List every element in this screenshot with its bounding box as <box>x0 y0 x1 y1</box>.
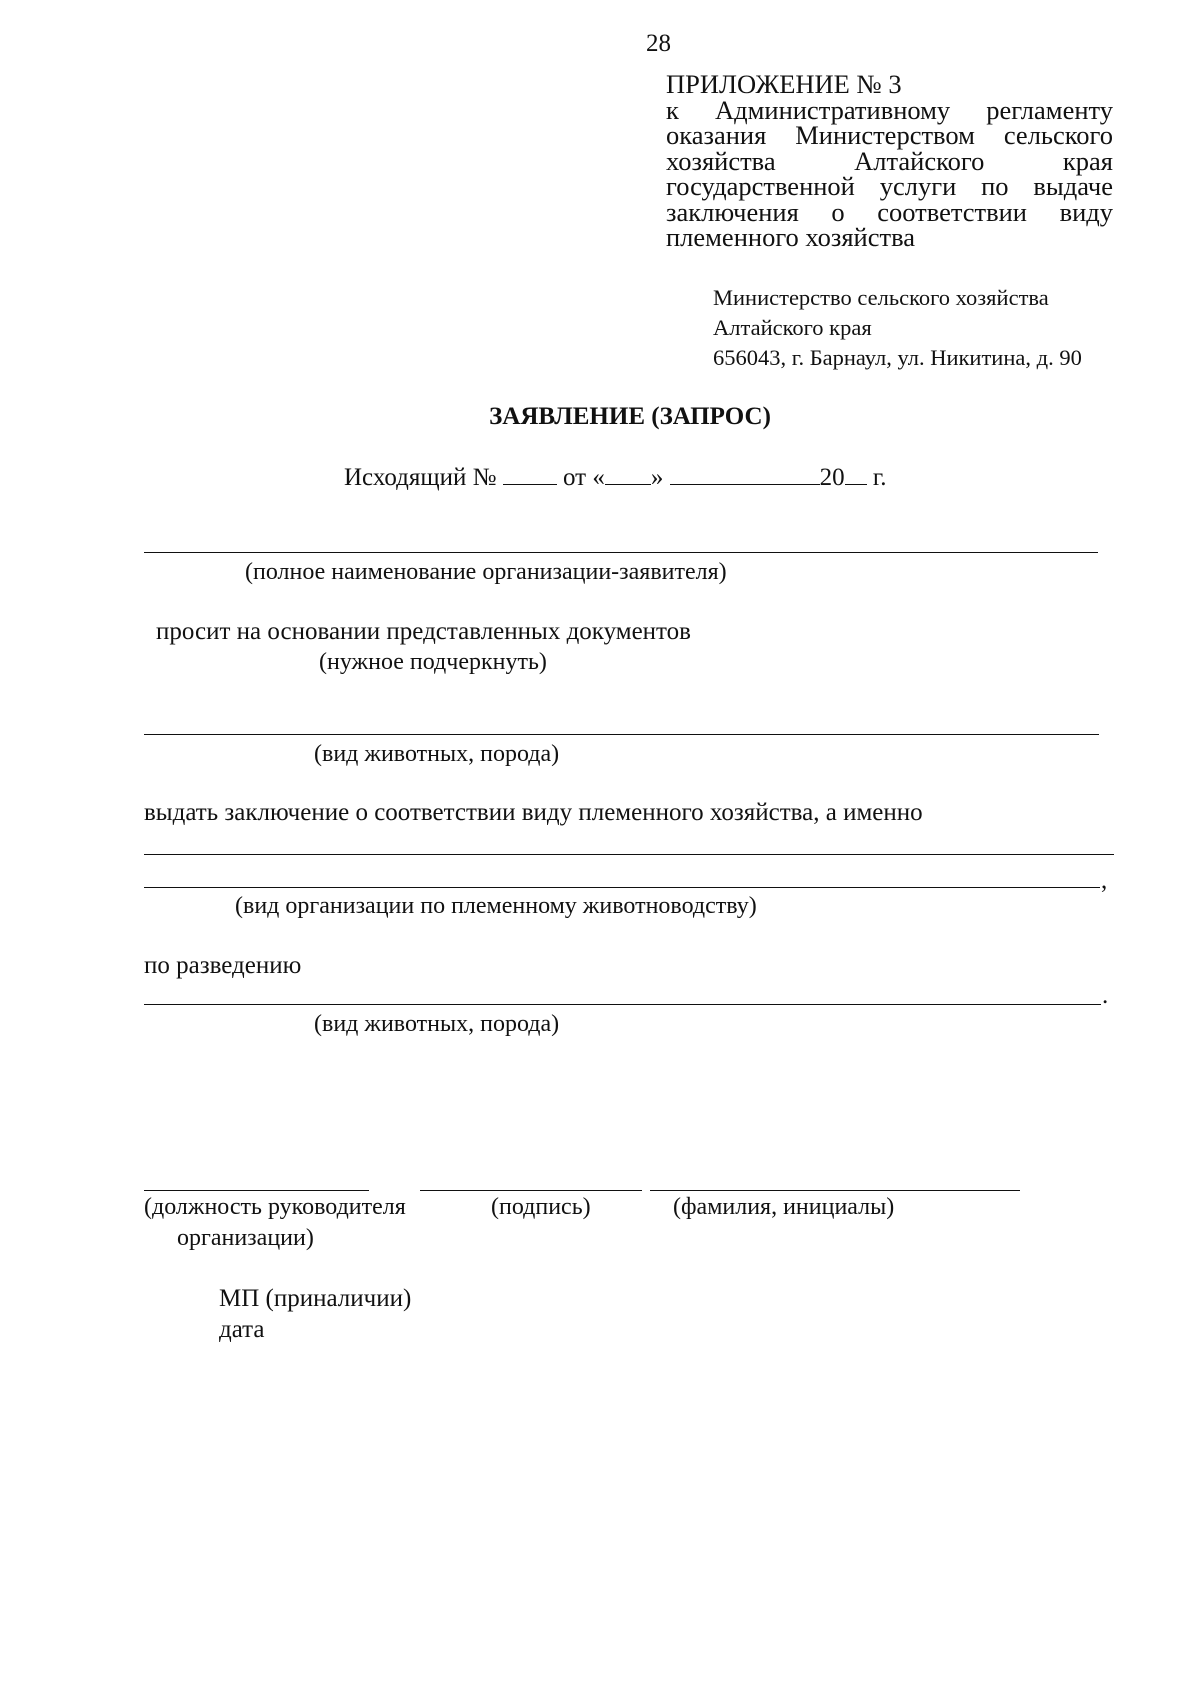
outgoing-number-field[interactable] <box>503 462 557 485</box>
appendix-line: оказания Министерством сельского <box>666 120 1113 150</box>
outgoing-label: Исходящий № <box>344 464 497 491</box>
name-initials-field[interactable] <box>650 1190 1020 1191</box>
issue-text: выдать заключение о соответствии виду племенного хозяйства, а именно <box>144 799 923 826</box>
outgoing-day-field[interactable] <box>605 462 651 485</box>
document-title: ЗАЯВЛЕНИЕ (ЗАПРОС) <box>489 403 771 430</box>
animal-breed-field-1[interactable] <box>144 734 1099 735</box>
org-type-field-2[interactable] <box>144 887 1100 888</box>
appendix-line: государственной услуги по выдаче <box>666 171 1113 201</box>
addressee-line: 656043, г. Барнаул, ул. Никитина, д. 90 <box>713 345 1082 370</box>
outgoing-year-field[interactable] <box>845 462 867 485</box>
appendix-title: ПРИЛОЖЕНИЕ № 3 <box>666 69 902 99</box>
addressee-block <box>713 283 1082 373</box>
comma-mark: , <box>1101 867 1108 894</box>
org-type-caption: (вид организации по племенному животноводству) <box>235 893 757 919</box>
position-signature-field[interactable] <box>144 1190 369 1191</box>
name-caption: (фамилия, инициалы) <box>673 1194 895 1220</box>
addressee-line: Министерство сельского хозяйства <box>713 285 1049 310</box>
appendix-line: заключения о соответствии виду <box>666 196 1113 227</box>
appendix-line: хозяйства Алтайского края <box>666 145 1113 176</box>
applicant-name-field[interactable] <box>144 552 1098 553</box>
animal-caption-2: (вид животных, порода) <box>314 1011 560 1037</box>
outgoing-number-line <box>344 462 887 492</box>
underline-note: (нужное подчеркнуть) <box>319 649 547 675</box>
position-caption-line2: организации) <box>177 1225 314 1251</box>
breeding-text: по разведению <box>144 952 302 979</box>
appendix-line: племенного хозяйства <box>666 222 915 252</box>
org-type-field-1[interactable] <box>144 854 1114 855</box>
appendix-block <box>666 69 1113 252</box>
outgoing-close-quote: » <box>650 464 664 491</box>
requests-text: просит на основании представленных документов <box>156 618 691 645</box>
page-number: 28 <box>646 30 671 57</box>
animal-caption-1: (вид животных, порода) <box>314 741 560 767</box>
addressee-line: Алтайского края <box>713 315 872 340</box>
date-label: дата <box>219 1316 265 1343</box>
position-caption: (должность руководителя <box>144 1194 406 1220</box>
signature-caption: (подпись) <box>491 1194 591 1220</box>
applicant-caption: (полное наименование организации-заявителя) <box>245 559 727 585</box>
outgoing-year-suffix: г. <box>872 464 887 491</box>
signature-field[interactable] <box>420 1190 642 1191</box>
appendix-line: к Административному регламенту <box>666 94 1113 125</box>
outgoing-from-label: от « <box>562 464 605 491</box>
outgoing-year-prefix: 20 <box>819 464 845 491</box>
stamp-label: МП (приналичии) <box>219 1285 412 1312</box>
animal-breed-field-2[interactable] <box>144 1004 1101 1005</box>
outgoing-month-field[interactable] <box>670 462 820 485</box>
period-mark: . <box>1102 982 1109 1009</box>
